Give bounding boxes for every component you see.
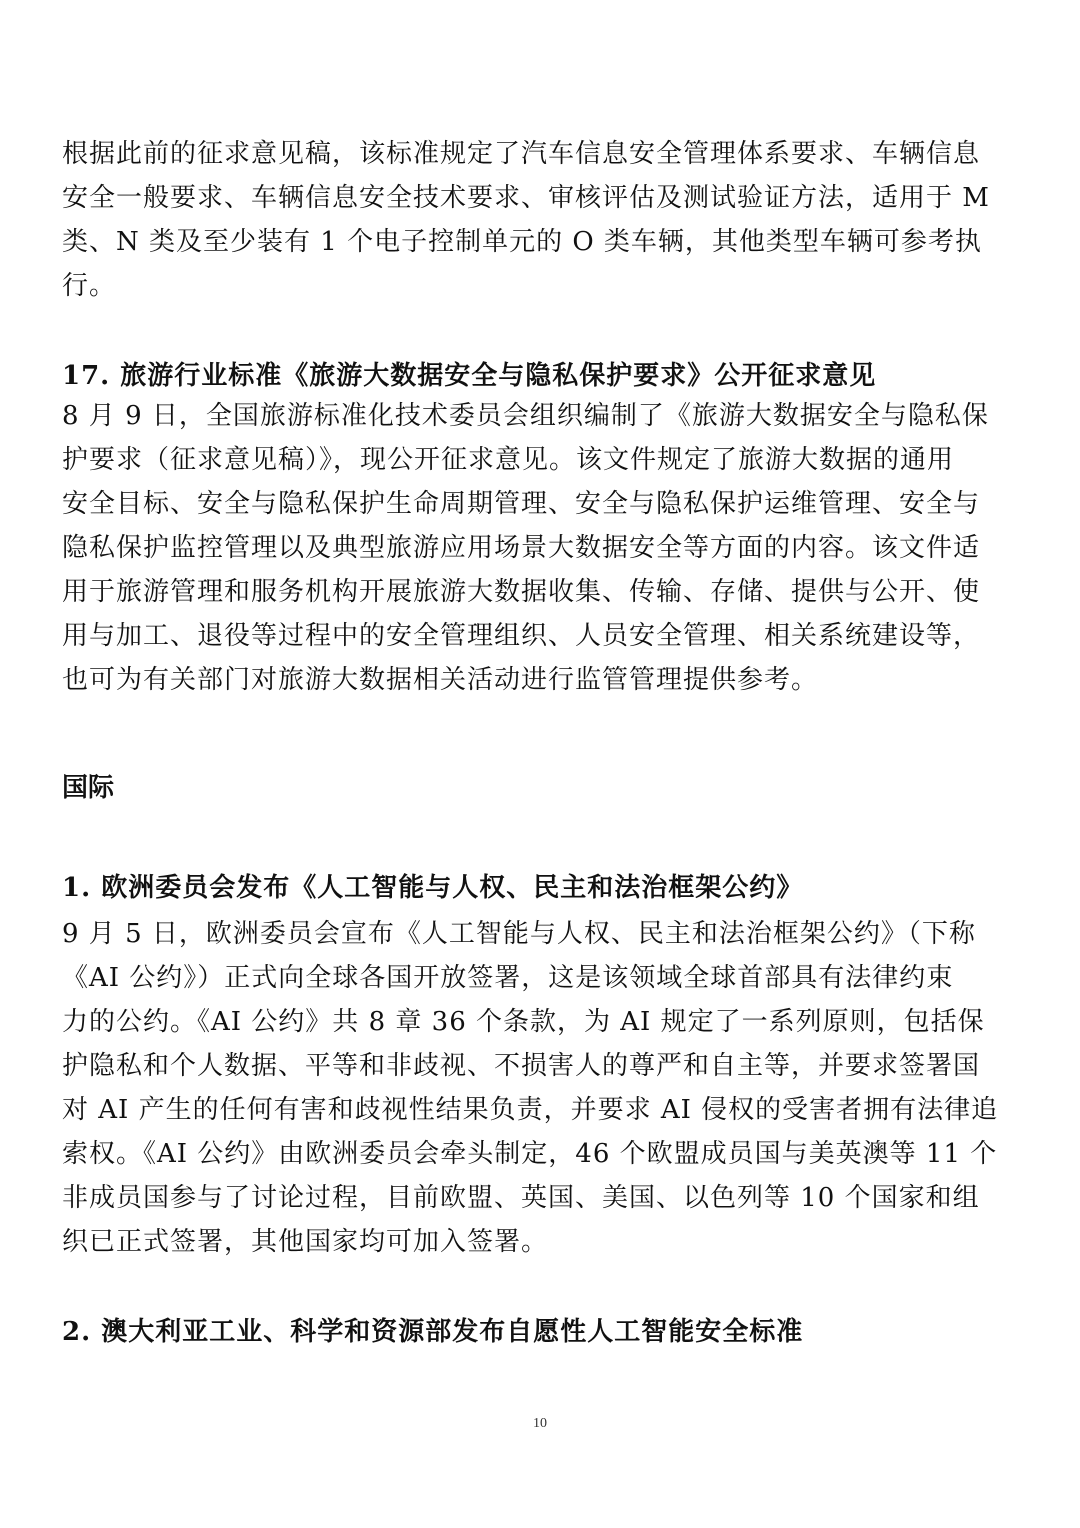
paragraph-line: 织已正式签署，其他国家均可加入签署。 xyxy=(62,1227,549,1257)
paragraph-line: 也可为有关部门对旅游大数据相关活动进行监管管理提供参考。 xyxy=(62,665,819,695)
intro-paragraph xyxy=(62,132,992,308)
paragraph-line: 安全一般要求、车辆信息安全技术要求、审核评估及测试验证方法，适用于 M xyxy=(62,183,990,213)
intl-item-1-heading: 1. 欧洲委员会发布《人工智能与人权、民主和法治框架公约》 xyxy=(62,873,804,903)
item-17-heading: 17. 旅游行业标准《旅游大数据安全与隐私保护要求》公开征求意见 xyxy=(62,361,877,391)
section-title-international: 国际 xyxy=(62,773,115,803)
paragraph-line: 对 AI 产生的任何有害和歧视性结果负责，并要求 AI 侵权的受害者拥有法律追 xyxy=(62,1095,999,1125)
paragraph-line: 根据此前的征求意见稿，该标准规定了汽车信息安全管理体系要求、车辆信息 xyxy=(62,139,981,169)
paragraph-line: 用与加工、退役等过程中的安全管理组织、人员安全管理、相关系统建设等， xyxy=(62,621,981,651)
intl-item-1-paragraph xyxy=(62,912,999,1264)
paragraph-line: 护隐私和个人数据、平等和非歧视、不损害人的尊严和自主等，并要求签署国 xyxy=(62,1051,981,1081)
paragraph-line: 8 月 9 日，全国旅游标准化技术委员会组织编制了《旅游大数据安全与隐私保 xyxy=(62,401,989,431)
page-number: 10 xyxy=(533,1416,547,1431)
paragraph-line: 护要求（征求意见稿）》，现公开征求意见。该文件规定了旅游大数据的通用 xyxy=(62,445,955,475)
paragraph-line: 9 月 5 日，欧洲委员会宣布《人工智能与人权、民主和法治框架公约》（下称 xyxy=(62,919,976,949)
paragraph-line: 类、N 类及至少装有 1 个电子控制单元的 O 类车辆，其他类型车辆可参考执 xyxy=(62,227,982,257)
intl-item-2-heading: 2. 澳大利亚工业、科学和资源部发布自愿性人工智能安全标准 xyxy=(62,1317,804,1347)
item-17-paragraph xyxy=(62,394,992,702)
paragraph-line: 用于旅游管理和服务机构开展旅游大数据收集、传输、存储、提供与公开、使 xyxy=(62,577,981,607)
paragraph-line: 安全目标、安全与隐私保护生命周期管理、安全与隐私保护运维管理、安全与 xyxy=(62,489,981,519)
paragraph-line: 隐私保护监控管理以及典型旅游应用场景大数据安全等方面的内容。该文件适 xyxy=(62,533,981,563)
paragraph-line: 索权。《AI 公约》由欧洲委员会牵头制定，46 个欧盟成员国与美英澳等 11 个 xyxy=(62,1139,998,1169)
paragraph-line: 力的公约。《AI 公约》共 8 章 36 个条款，为 AI 规定了一系列原则，包括保 xyxy=(62,1007,985,1037)
paragraph-line: 《AI 公约》）正式向全球各国开放签署，这是该领域全球首部具有法律约束 xyxy=(62,963,954,993)
paragraph-line: 非成员国参与了讨论过程，目前欧盟、英国、美国、以色列等 10 个国家和组 xyxy=(62,1183,980,1213)
paragraph-line: 行。 xyxy=(62,271,117,301)
